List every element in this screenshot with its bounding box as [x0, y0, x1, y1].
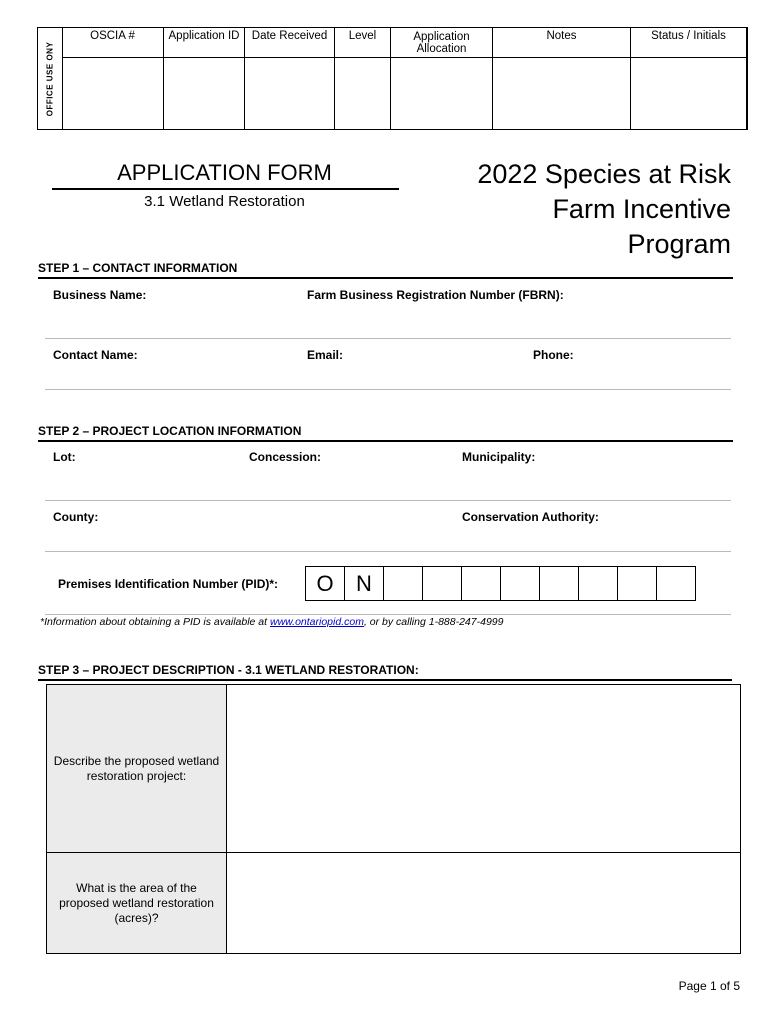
program-title-line-1: 2022 Species at Risk: [477, 159, 731, 189]
email-field[interactable]: [300, 360, 525, 389]
office-use-side-label: [38, 28, 63, 129]
municipality-label: Municipality:: [462, 450, 536, 464]
header-oscia: OSCIA #: [90, 30, 135, 42]
office-use-table: [37, 27, 748, 130]
form-title: APPLICATION FORM: [117, 160, 332, 185]
concession-label: Concession:: [249, 450, 322, 464]
page-number: Page 1 of 5: [678, 979, 740, 993]
step3-title: STEP 3 – PROJECT DESCRIPTION - 3.1 WETLAND RESTORATION:: [38, 663, 419, 677]
ontariopid-link[interactable]: www.ontariopid.com: [269, 616, 364, 628]
fbrn-field[interactable]: [300, 300, 730, 338]
business-name-label: Business Name:: [53, 288, 147, 302]
pid-cell-8[interactable]: [578, 567, 617, 600]
pid-cell-4[interactable]: [422, 567, 461, 600]
office-header-divider: [62, 28, 747, 58]
contact-name-label: Contact Name:: [53, 348, 138, 362]
pid-cell-10[interactable]: [656, 567, 695, 600]
lot-field[interactable]: [45, 462, 240, 500]
describe-project-field[interactable]: [227, 685, 740, 852]
header-level: Level: [348, 30, 377, 42]
step1-title: STEP 1 – CONTACT INFORMATION: [38, 261, 238, 275]
pid-info-note: [40, 616, 503, 628]
pid-input-boxes: [305, 566, 696, 601]
program-title-line-3: Program: [627, 229, 731, 259]
pid-cell-7[interactable]: [539, 567, 578, 600]
row-divider-3: [45, 500, 731, 501]
county-label: County:: [53, 510, 99, 524]
pid-cell-3[interactable]: [383, 567, 422, 600]
pid-cell-6[interactable]: [500, 567, 539, 600]
program-title: [440, 157, 731, 262]
pid-note-prefix: *Information about obtaining a PID is available at: [40, 616, 270, 628]
restoration-area-label: What is the area of the proposed wetland restoration (acres)?: [47, 853, 227, 953]
email-label: Email:: [307, 348, 344, 362]
contact-name-field[interactable]: [45, 360, 295, 389]
row-divider-2: [45, 389, 731, 390]
restoration-area-field[interactable]: [227, 853, 740, 953]
step3-underline: [38, 679, 732, 681]
describe-project-label: Describe the proposed wetland restoration project:: [47, 685, 227, 852]
project-description-table: [46, 684, 741, 954]
pid-label: Premises Identification Number (PID)*:: [58, 577, 279, 591]
header-notes: Notes: [546, 30, 577, 42]
row-divider-4: [45, 551, 731, 552]
lot-label: Lot:: [53, 450, 76, 464]
form-title-underline: [52, 188, 399, 190]
conservation-authority-label: Conservation Authority:: [462, 510, 599, 524]
county-field[interactable]: [45, 522, 445, 550]
business-name-field[interactable]: [45, 300, 295, 338]
step2-title: STEP 2 – PROJECT LOCATION INFORMATION: [38, 424, 302, 438]
fbrn-label: Farm Business Registration Number (FBRN):: [307, 288, 564, 302]
phone-label: Phone:: [533, 348, 574, 362]
header-date-received: Date Received: [251, 30, 328, 42]
phone-field[interactable]: [527, 360, 731, 389]
pid-cell-9[interactable]: [617, 567, 656, 600]
step2-underline: [38, 440, 733, 442]
concession-field[interactable]: [243, 462, 453, 500]
header-status-initials: Status / Initials: [651, 30, 726, 42]
conservation-authority-field[interactable]: [456, 522, 731, 550]
row-divider-1: [45, 338, 731, 339]
header-application-id: Application ID: [168, 30, 240, 42]
step1-underline: [38, 277, 733, 279]
municipality-field[interactable]: [456, 462, 731, 500]
office-use-label-text: OFFICE USE ONY: [45, 41, 55, 116]
header-application-allocation: Application Allocation: [413, 30, 470, 55]
form-subtitle: 3.1 Wetland Restoration: [144, 193, 305, 210]
pid-note-suffix: , or by calling 1-888-247-4999: [363, 616, 504, 628]
pid-cell-2: N: [344, 567, 383, 600]
pid-cell-5[interactable]: [461, 567, 500, 600]
program-title-line-2: Farm Incentive: [552, 194, 731, 224]
pid-cell-1: O: [305, 567, 344, 600]
row-divider-5: [45, 614, 731, 615]
